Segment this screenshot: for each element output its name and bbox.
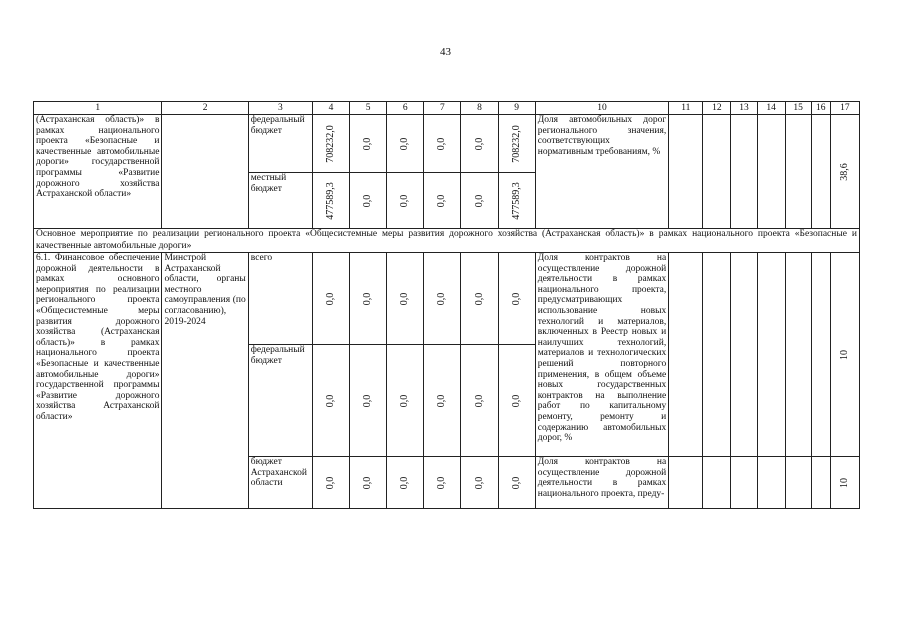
empty-cell (703, 457, 731, 509)
empty-cell (811, 115, 830, 229)
measure-name: 6.1. Финансовое обеспечение дорожной деятельности в рамках основного мероприятия по реализации регионального проекта «Общесистемные меры развития дорожного хозяйства (Астраханская область)» в рамках национального проекта «Безопасные и качественные автомобильные дороги» государственной программы «Развитие дорожного хозяйства Астраханской области» (34, 253, 162, 509)
value-cell: 0,0 (461, 173, 498, 229)
value-cell: 0,0 (350, 173, 387, 229)
value-cell: 708232,0 (312, 115, 349, 173)
value-cell: 0,0 (424, 253, 461, 345)
empty-cell (731, 253, 757, 457)
empty-cell (785, 115, 811, 229)
value-cell: 0,0 (387, 173, 424, 229)
value-cell: 0,0 (387, 345, 424, 457)
value-cell: 0,0 (387, 457, 424, 509)
header-cell: 3 (248, 102, 312, 115)
empty-cell (757, 457, 785, 509)
value-cell: 708232,0 (498, 115, 535, 173)
value-cell: 0,0 (424, 457, 461, 509)
indicator-value: 38,6 (830, 115, 859, 229)
value-cell: 0,0 (461, 115, 498, 173)
program-table (33, 101, 860, 509)
funding-source: бюджет Астраханской области (248, 457, 312, 509)
header-cell: 4 (312, 102, 349, 115)
header-cell: 11 (669, 102, 703, 115)
table-row (34, 115, 860, 173)
header-cell: 9 (498, 102, 535, 115)
empty-cell (703, 253, 731, 457)
empty-cell (785, 253, 811, 457)
executor-cell (162, 115, 248, 229)
funding-source: местный бюджет (248, 173, 312, 229)
header-cell: 12 (703, 102, 731, 115)
value-cell: 0,0 (424, 345, 461, 457)
header-cell: 15 (785, 102, 811, 115)
header-cell: 5 (350, 102, 387, 115)
empty-cell (669, 253, 703, 457)
value-cell: 0,0 (387, 115, 424, 173)
header-cell: 17 (830, 102, 859, 115)
empty-cell (731, 115, 757, 229)
value-cell: 0,0 (312, 253, 349, 345)
value-cell: 0,0 (498, 253, 535, 345)
value-cell: 477589,3 (312, 173, 349, 229)
section-title: Основное мероприятие по реализации регионального проекта «Общесистемные меры развития дорожного хозяйства (Астраханская область)» в рамках национального проекта «Безопасные и качественные автомобильные дороги» (34, 229, 860, 253)
value-cell: 0,0 (312, 345, 349, 457)
funding-source: федеральный бюджет (248, 345, 312, 457)
value-cell: 0,0 (461, 457, 498, 509)
header-cell: 13 (731, 102, 757, 115)
executor-cell: Минстрой Астраханской области, органы местного самоуправления (по согласованию), 2019-2024 (162, 253, 248, 509)
section-row (34, 229, 860, 253)
empty-cell (669, 115, 703, 229)
value-cell: 0,0 (312, 457, 349, 509)
value-cell: 0,0 (461, 345, 498, 457)
value-cell: 0,0 (350, 253, 387, 345)
indicator-text: Доля автомобильных дорог регионального значения, соответствующих нормативным требованиям, % (535, 115, 668, 229)
value-cell: 0,0 (424, 115, 461, 173)
value-cell: 0,0 (350, 345, 387, 457)
empty-cell (785, 457, 811, 509)
header-cell: 8 (461, 102, 498, 115)
header-cell: 6 (387, 102, 424, 115)
empty-cell (811, 457, 830, 509)
empty-cell (703, 115, 731, 229)
value-cell: 0,0 (461, 253, 498, 345)
header-cell: 16 (811, 102, 830, 115)
empty-cell (757, 115, 785, 229)
indicator-value: 10 (830, 457, 859, 509)
table-row (34, 253, 860, 345)
value-cell: 0,0 (387, 253, 424, 345)
value-cell: 0,0 (350, 457, 387, 509)
header-cell: 1 (34, 102, 162, 115)
indicator-value: 10 (830, 253, 859, 457)
indicator-text: Доля контрактов на осуществление дорожной деятельности в рамках национального проекта, предусматривающих использование новых технологий и материалов, включенных в Реестр новых и наилучших технологий, материалов и технологических решений повторного применения, в общем объеме новых государственных контрактов на выполнение работ по капитальному ремонту, ремонту и содержанию автомобильных дорог, % (535, 253, 668, 457)
empty-cell (731, 457, 757, 509)
empty-cell (757, 253, 785, 457)
measure-name: (Астраханская область)» в рамках национального проекта «Безопасные и качественные автомобильные дороги» государственной программы «Развитие дорожного хозяйства Астраханской области» (34, 115, 162, 229)
value-cell: 0,0 (350, 115, 387, 173)
value-cell: 0,0 (498, 457, 535, 509)
header-cell: 14 (757, 102, 785, 115)
funding-source: федеральный бюджет (248, 115, 312, 173)
header-row (34, 102, 860, 115)
indicator-text: Доля контрактов на осуществление дорожной деятельности в рамках национального проекта, преду- (535, 457, 668, 509)
value-cell: 0,0 (424, 173, 461, 229)
value-cell: 477589,3 (498, 173, 535, 229)
header-cell: 10 (535, 102, 668, 115)
header-cell: 2 (162, 102, 248, 115)
page-number: 43 (440, 46, 451, 58)
value-cell: 0,0 (498, 345, 535, 457)
empty-cell (669, 457, 703, 509)
empty-cell (811, 253, 830, 457)
funding-source: всего (248, 253, 312, 345)
header-cell: 7 (424, 102, 461, 115)
